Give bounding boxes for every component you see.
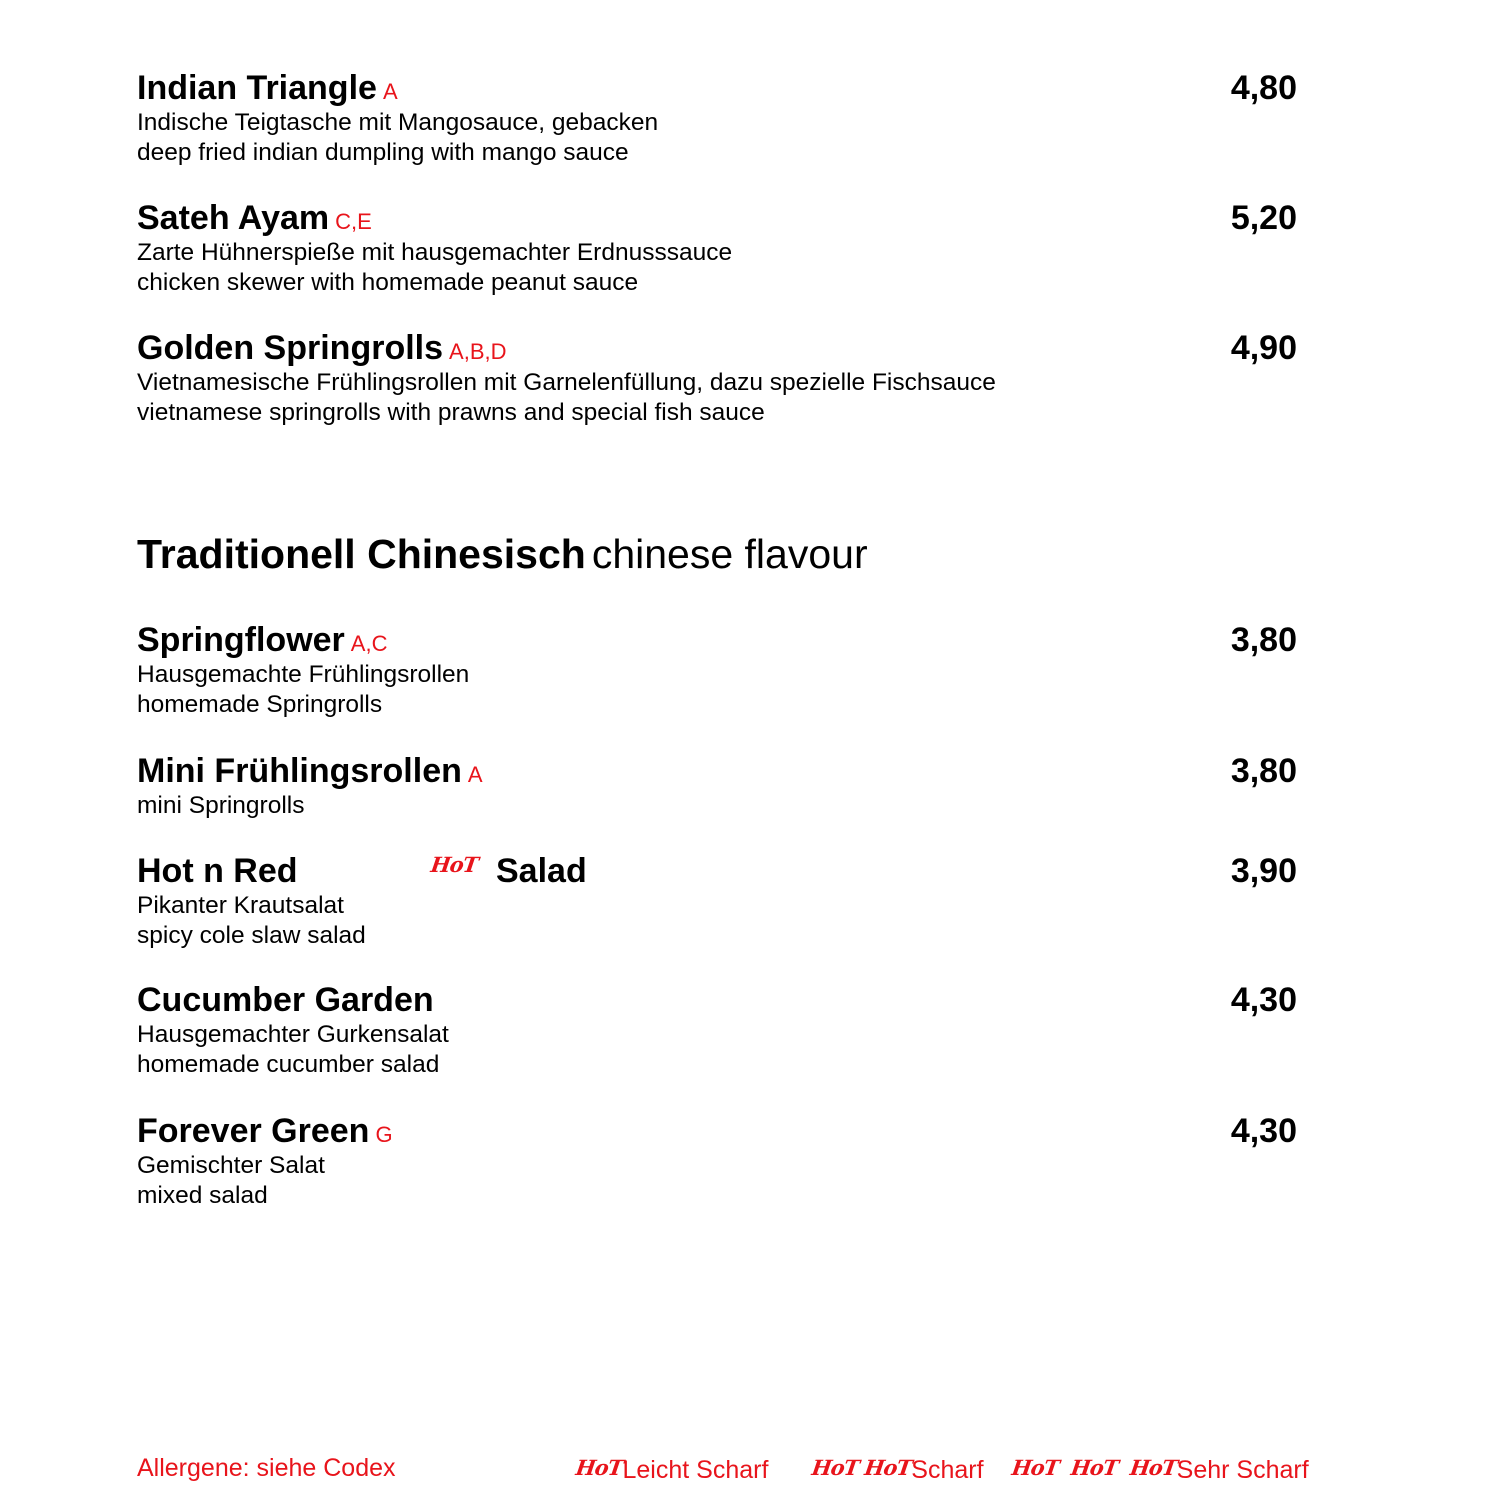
item-description-de: Indische Teigtasche mit Mangosauce, gebacken bbox=[137, 109, 659, 136]
item-name: Hot n Red bbox=[137, 852, 298, 890]
item-description-de: Hausgemachter Gurkensalat bbox=[137, 1021, 449, 1048]
menu-item-indian-triangle bbox=[137, 68, 1297, 188]
item-title bbox=[137, 620, 387, 664]
item-description-en: mixed salad bbox=[137, 1182, 268, 1209]
item-name: Indian Triangle bbox=[137, 69, 377, 107]
item-name-suffix: Salad bbox=[496, 852, 587, 890]
menu-item-mini-fruehlingsrollen bbox=[137, 751, 1297, 841]
menu-item-golden-springrolls bbox=[137, 328, 1297, 448]
item-name: Sateh Ayam bbox=[137, 199, 330, 237]
hot-icon: HoT HoT bbox=[810, 1455, 914, 1480]
item-title bbox=[137, 1111, 393, 1155]
item-description-de: Zarte Hühnerspieße mit hausgemachter Erdnusssauce bbox=[137, 239, 733, 266]
hot-icon: HoT HoT HoT bbox=[1010, 1455, 1179, 1480]
menu-item-forever-green bbox=[137, 1111, 1297, 1231]
item-price: 4,30 bbox=[1230, 1112, 1297, 1150]
legend-label: Sehr Scharf bbox=[1176, 1456, 1309, 1484]
section-title-en: chinese flavour bbox=[591, 531, 868, 577]
item-description-de: Gemischter Salat bbox=[137, 1152, 325, 1179]
item-name: Golden Springrolls bbox=[137, 329, 444, 367]
item-description-de: Hausgemachte Frühlingsrollen bbox=[137, 661, 470, 688]
menu-item-hot-n-red-salad bbox=[137, 851, 1297, 971]
item-name: Springflower bbox=[137, 621, 345, 659]
item-description-de: mini Springrolls bbox=[137, 792, 305, 819]
allergen-codes: A bbox=[467, 762, 483, 787]
allergen-note: Allergene: siehe Codex bbox=[137, 1454, 396, 1482]
menu-item-cucumber-garden bbox=[137, 980, 1297, 1100]
item-description-de: Pikanter Krautsalat bbox=[137, 892, 344, 919]
legend-mild bbox=[576, 1450, 768, 1492]
item-description-en: homemade Springrolls bbox=[137, 691, 383, 718]
item-description-en: chicken skewer with homemade peanut sauce bbox=[137, 269, 639, 296]
allergen-codes: A,C bbox=[350, 631, 388, 656]
menu-item-springflower bbox=[137, 620, 1297, 740]
item-price: 4,30 bbox=[1230, 981, 1297, 1019]
item-price: 3,90 bbox=[1230, 852, 1297, 890]
item-name: Mini Frühlingsrollen bbox=[137, 752, 462, 790]
section-title-de: Traditionell Chinesisch bbox=[137, 531, 586, 577]
legend-label: Leicht Scharf bbox=[622, 1456, 769, 1484]
item-price: 5,20 bbox=[1230, 199, 1297, 237]
allergen-codes: A,B,D bbox=[449, 339, 507, 364]
legend-label: Scharf bbox=[911, 1456, 984, 1484]
hot-icon-label: HoT bbox=[429, 852, 480, 877]
item-description-en: homemade cucumber salad bbox=[137, 1051, 440, 1078]
allergen-codes: G bbox=[375, 1122, 393, 1147]
item-price: 3,80 bbox=[1230, 752, 1297, 790]
item-title bbox=[137, 980, 434, 1020]
hot-icon bbox=[429, 851, 480, 880]
item-price: 4,90 bbox=[1230, 329, 1297, 367]
item-title bbox=[137, 198, 372, 242]
item-description-de: Vietnamesische Frühlingsrollen mit Garnelenfüllung, dazu spezielle Fischsauce bbox=[137, 369, 996, 396]
item-title bbox=[137, 328, 507, 372]
item-description-en: vietnamese springrolls with prawns and special fish sauce bbox=[137, 399, 765, 426]
allergen-codes: C,E bbox=[335, 209, 372, 234]
item-description-en: spicy cole slaw salad bbox=[137, 922, 366, 949]
section-heading bbox=[137, 530, 868, 578]
menu-item-sateh-ayam bbox=[137, 198, 1297, 318]
legend-hot bbox=[1012, 1450, 1309, 1492]
item-title bbox=[137, 751, 483, 795]
item-price: 3,80 bbox=[1230, 621, 1297, 659]
item-price: 4,80 bbox=[1230, 69, 1297, 107]
item-description-en: deep fried indian dumpling with mango sauce bbox=[137, 139, 629, 166]
item-title bbox=[137, 68, 398, 112]
item-name: Forever Green bbox=[137, 1112, 370, 1150]
hot-icon: HoT bbox=[574, 1455, 625, 1480]
item-name: Cucumber Garden bbox=[137, 981, 434, 1019]
allergen-codes: A bbox=[382, 79, 398, 104]
legend-medium bbox=[812, 1450, 984, 1492]
